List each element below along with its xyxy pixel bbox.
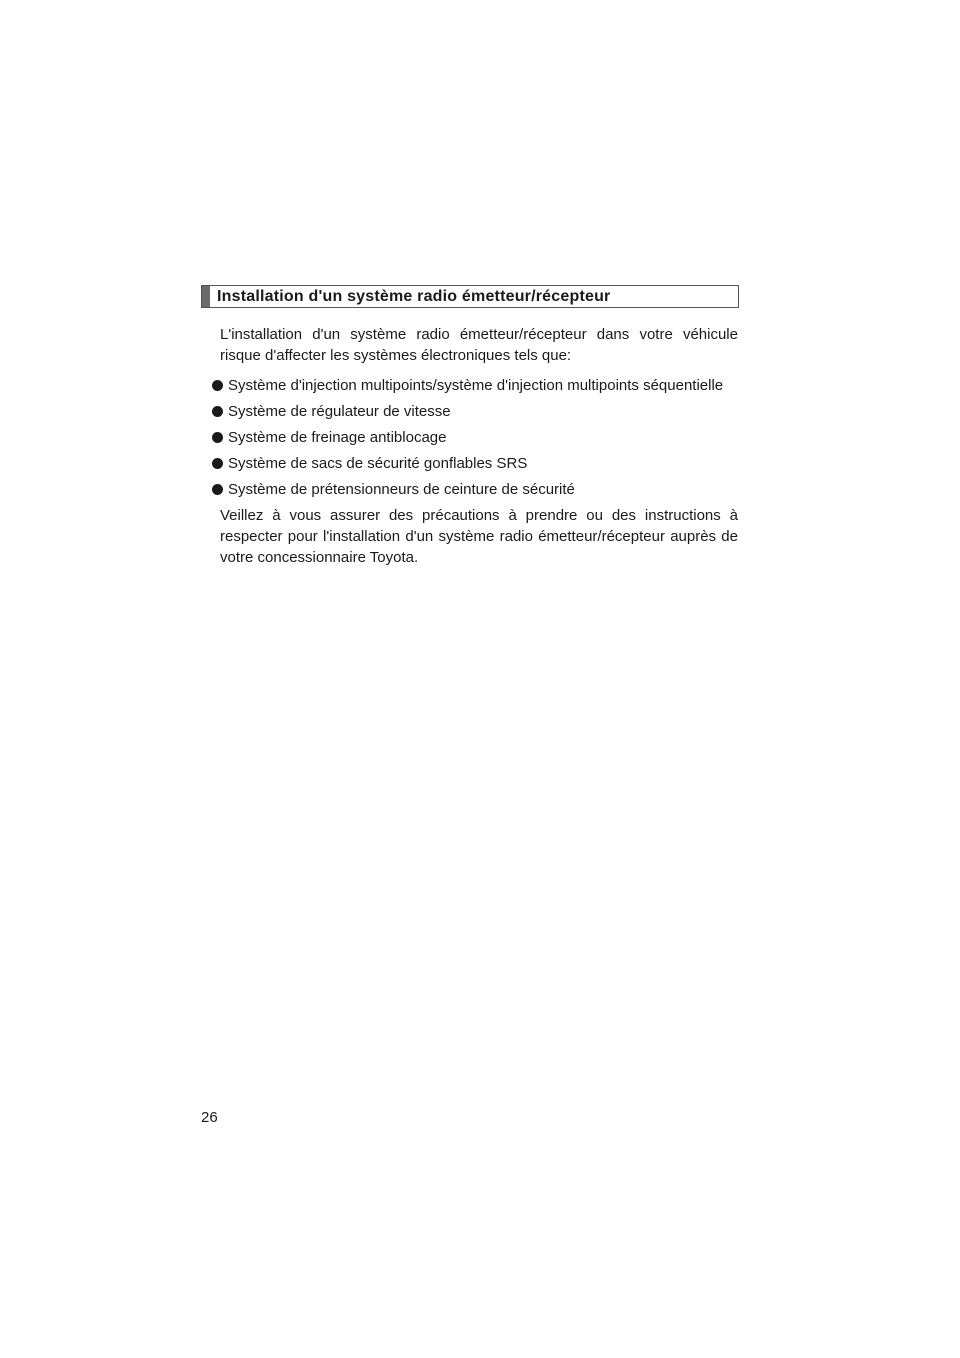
content-body (212, 324, 738, 568)
list-item (212, 479, 738, 500)
page-number: 26 (201, 1109, 218, 1126)
bullet-list (212, 375, 738, 500)
list-item (212, 453, 738, 474)
section-header (201, 285, 739, 308)
list-item-text: Système de régulateur de vitesse (228, 403, 451, 420)
header-accent-bar (202, 286, 210, 307)
bullet-icon (212, 380, 223, 391)
list-item (212, 401, 738, 422)
bullet-icon (212, 432, 223, 443)
list-item-text: Système de sacs de sécurité gonflables SRS (228, 455, 528, 472)
section-title: Installation d'un système radio émetteur/récepteur (217, 287, 611, 305)
list-item (212, 375, 738, 396)
list-item-text: Système d'injection multipoints/système d'injection multipoints séquentielle (228, 377, 724, 394)
bullet-icon (212, 406, 223, 417)
list-item-text: Système de prétensionneurs de ceinture de sécurité (228, 481, 575, 498)
list-item (212, 427, 738, 448)
intro-paragraph: L'installation d'un système radio émetteur/récepteur dans votre véhicule risque d'affecter les systèmes électroniques tels que: (220, 326, 738, 364)
bullet-icon (212, 458, 223, 469)
list-item-text: Système de freinage antiblocage (228, 429, 447, 446)
closing-paragraph: Veillez à vous assurer des précautions à prendre ou des instructions à respecter pour l'installation d'un système radio émetteur/récepteur auprès de votre concessionnaire Toyota. (220, 507, 738, 566)
bullet-icon (212, 484, 223, 495)
